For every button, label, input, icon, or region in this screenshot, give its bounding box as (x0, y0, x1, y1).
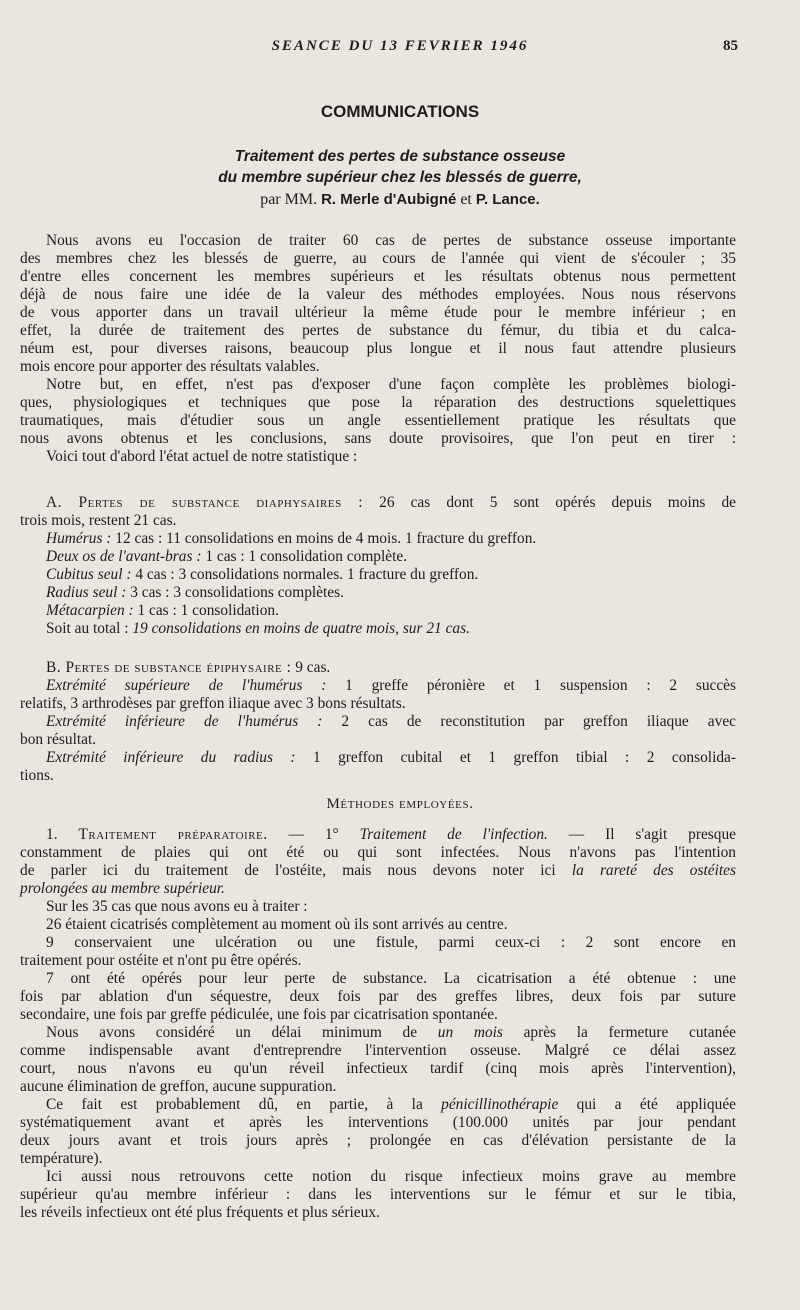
text-line: trois mois, restent 21 cas. (20, 512, 177, 529)
text-run-italic: un mois (437, 1024, 503, 1041)
text-line: 9 conservaient une ulcération ou une fistule, parmi ceux-ci : 2 sont encore en (46, 934, 736, 951)
text-line: traumatiques, mais d'étudier sous un angle essentiellement pratique les résultats que (20, 412, 736, 429)
text-run: qui a été appliquée (558, 1096, 736, 1113)
text-run-italic: la rareté des ostéites (571, 862, 736, 879)
stat-row (20, 749, 736, 767)
text-run: — Il s'agit presque (547, 826, 736, 843)
text-line: bon résultat. (20, 731, 97, 748)
section-a-heading-line (20, 494, 736, 512)
stat-row (20, 530, 736, 548)
text-line: Notre but, en effet, n'est pas d'exposer d'une façon complète les problèmes biologi- (46, 376, 736, 393)
text-run: après la fermeture cutanée (502, 1024, 736, 1041)
stat-row (20, 602, 736, 620)
text-line (20, 862, 736, 880)
stat-label: Cubitus seul : (46, 566, 132, 583)
stat-text: 1 greffon cubital et 1 greffon tibial : 2 consolida- (295, 749, 736, 766)
text-line: traitement pour ostéite et n'ont pu être opérés. (20, 952, 302, 969)
section-b-heading: B. Pertes de substance épiphysaire : (46, 659, 292, 676)
section-a (20, 494, 736, 638)
stat-text: 1 cas : 1 consolidation. (133, 602, 279, 619)
text-run: 1. (46, 826, 79, 843)
page-header (0, 38, 800, 60)
methods-text (20, 826, 736, 1222)
text-line: des membres chez les blessés de guerre, au cours de l'année qui vient de s'écouler ; 35 (20, 250, 736, 267)
text-line: secondaire, une fois par greffe pédiculée, une fois par cicatrisation spontanée. (20, 1006, 498, 1023)
section-a-heading: A. Pertes de substance diaphysaires : (46, 494, 364, 511)
text-line: déjà de nous faire une idée de la valeur des méthodes employées. Nous nous réservons (20, 286, 736, 303)
article-title (0, 146, 800, 188)
stat-row (20, 548, 736, 566)
total-row (20, 620, 736, 638)
text-run: — 1° (267, 826, 360, 843)
text-line: tions. (20, 767, 54, 784)
text-line: d'entre elles concernent les membres supérieurs et les résultats obtenus nous permettent (20, 268, 736, 285)
text-line: les réveils infectieux ont été plus fréquents et plus sérieux. (20, 1204, 380, 1221)
authors-joiner: et (460, 191, 472, 208)
article-title-line1: Traitement des pertes de substance osseuse (234, 148, 566, 165)
text-run: Ce fait est probablement dû, en partie, à la (46, 1096, 442, 1113)
text-line: Nous avons eu l'occasion de traiter 60 cas de pertes de substance osseuse importante (46, 232, 736, 249)
stat-label: Extrémité inférieure du radius : (46, 749, 296, 766)
text-line: mois encore pour apporter des résultats valables. (20, 358, 320, 375)
stat-row (20, 713, 736, 731)
text-line: comme indispensable avant d'entreprendre l'intervention osseuse. Malgré ce délai assez (20, 1042, 736, 1059)
section-b-heading-line (20, 659, 736, 677)
text-line: de vous apporter dans un travail ultérieur la même étude pour le membre inférieur ; en (20, 304, 736, 321)
stat-row (20, 566, 736, 584)
article-title-line2: du membre supérieur chez les blessés de guerre, (218, 169, 582, 186)
running-title: SEANCE DU 13 FEVRIER 1946 (271, 38, 529, 54)
authors-prefix: par MM. (260, 191, 318, 208)
text-line: supérieur qu'au membre inférieur : dans les interventions sur le fémur et sur le tibia, (20, 1186, 736, 1203)
stat-text: 1 cas : 1 consolidation complète. (201, 548, 408, 565)
section-b-heading-rest: 9 cas. (291, 659, 331, 676)
stat-label: Humérus : (46, 530, 112, 547)
subsection-heading: Traitement préparatoire. (78, 826, 268, 843)
text-run: de parler ici du traitement de l'ostéite, mais nous devons noter ici (20, 862, 572, 879)
stat-label: Deux os de l'avant-bras : (46, 548, 202, 565)
text-run: Nous avons considéré un délai minimum de (46, 1024, 438, 1041)
stat-text: 2 cas de reconstitution par greffon iliaque avec (322, 713, 736, 730)
text-line: systématiquement avant et après les interventions (100.000 unités par jour pendant (20, 1114, 736, 1131)
methods-first-line (20, 826, 736, 844)
stat-label: Extrémité supérieure de l'humérus : (46, 677, 327, 694)
page-number: 85 (723, 38, 738, 54)
text-line: constamment de plaies qui ont été ou qui sont infectées. Nous n'avons pas l'intention (20, 844, 736, 861)
stat-row (20, 584, 736, 602)
total-result: 19 consolidations en moins de quatre mois, sur 21 cas. (132, 620, 470, 637)
section-a-heading-rest: 26 cas dont 5 sont opérés depuis moins de (363, 494, 737, 511)
stat-label: Extrémité inférieure de l'humérus : (46, 713, 323, 730)
text-line: nous avons obtenus et les conclusions, sans doute provisoires, que l'on peut en tirer : (20, 430, 736, 447)
author-1: R. Merle d'Aubigné (321, 191, 457, 208)
text-line: ques, physiologiques et techniques que pose la réparation des destructions squelettiques (20, 394, 736, 411)
text-line: deux jours avant et trois jours après ; prolongée en cas d'élévation persistante de la (20, 1132, 736, 1149)
section-b (20, 659, 736, 785)
text-line: prolongées au membre supérieur. (20, 880, 225, 897)
stat-label: Métacarpien : (46, 602, 134, 619)
total-prefix: Soit au total : (46, 620, 133, 637)
text-line: Voici tout d'abord l'état actuel de notre statistique : (46, 448, 358, 465)
stat-text: 4 cas : 3 consolidations normales. 1 fracture du greffon. (131, 566, 479, 583)
text-line: température). (20, 1150, 103, 1167)
text-line: Sur les 35 cas que nous avons eu à traiter : (46, 898, 308, 915)
methods-heading: Méthodes employées. (326, 796, 474, 812)
text-line (20, 1096, 736, 1114)
text-line: aucune élimination de greffon, aucune suppuration. (20, 1078, 337, 1095)
stat-text: 3 cas : 3 consolidations complètes. (126, 584, 344, 601)
text-line: fois par ablation d'un séquestre, deux fois par des greffes libres, deux fois par suture (20, 988, 736, 1005)
text-run-italic: pénicillinothérapie (441, 1096, 559, 1113)
authors-line (0, 191, 800, 209)
intro-text (20, 232, 736, 466)
text-line: effet, la durée de traitement des pertes de substance du fémur, du tibia et du calca- (20, 322, 736, 339)
author-2: P. Lance. (475, 191, 540, 208)
text-line: 26 étaient cicatrisés complètement au moment où ils sont arrivés au centre. (46, 916, 508, 933)
text-line: relatifs, 3 arthrodèses par greffon iliaque avec 3 bons résultats. (20, 695, 406, 712)
stat-text: 12 cas : 11 consolidations en moins de 4 mois. 1 fracture du greffon. (111, 530, 537, 547)
text-line: 7 ont été opérés pour leur perte de substance. La cicatrisation a été obtenue : une (46, 970, 736, 987)
text-line: court, nous n'avons eu qu'un réveil infectieux tardif (cinq mois après l'intervention), (20, 1060, 736, 1077)
text-line: néum est, pour diverses raisons, beaucoup plus longue et il nous faut attendre plusieurs (20, 340, 736, 357)
text-line (20, 1024, 736, 1042)
stat-text: 1 greffe péronière et 1 suspension : 2 succès (326, 677, 736, 694)
subsection-subheading: Traitement de l'infection. (359, 826, 548, 843)
section-title: COMMUNICATIONS (320, 102, 480, 121)
stat-row (20, 677, 736, 695)
stat-label: Radius seul : (46, 584, 127, 601)
text-line: Ici aussi nous retrouvons cette notion du risque infectieux moins grave au membre (46, 1168, 736, 1185)
